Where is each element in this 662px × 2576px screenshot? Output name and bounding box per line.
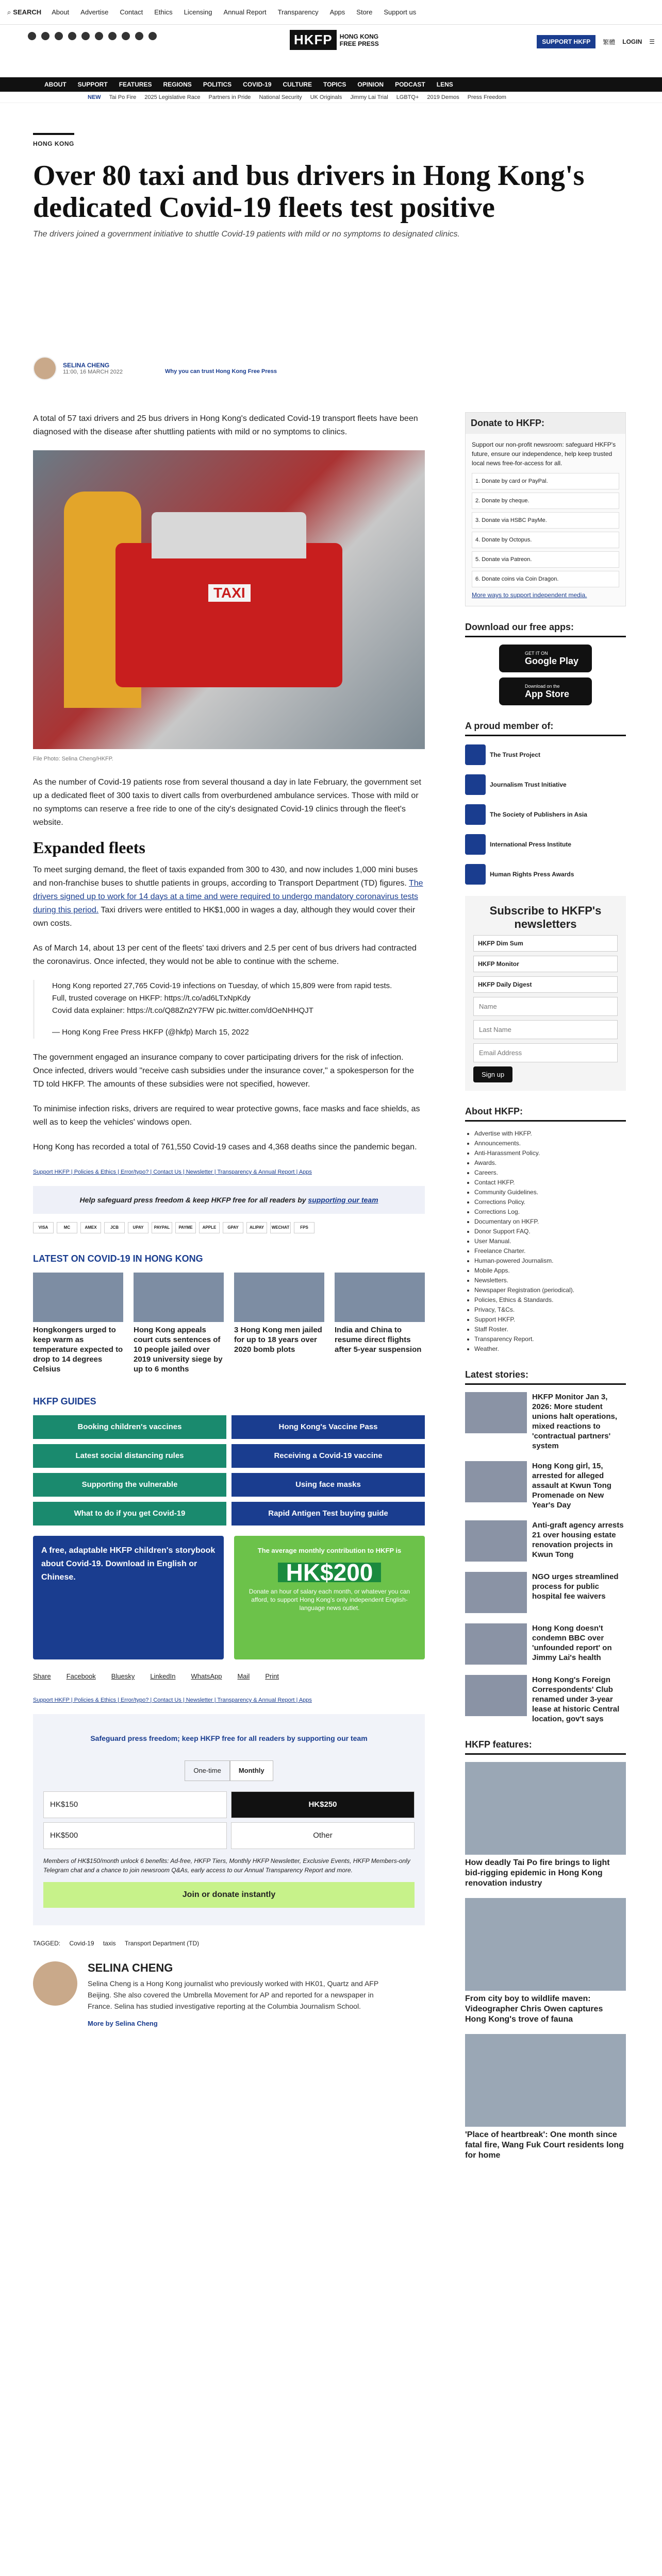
bluesky-icon[interactable] bbox=[108, 32, 117, 40]
related-story[interactable] bbox=[33, 1273, 123, 1374]
amex-icon: AMEX bbox=[80, 1222, 101, 1233]
related-title: LATEST ON COVID-19 IN HONG KONG bbox=[33, 1253, 203, 1264]
top-bar bbox=[0, 0, 662, 25]
promo-amount: HK$200 bbox=[278, 1563, 382, 1582]
logo-text-1: HONG KONG bbox=[339, 32, 379, 40]
apple-pay-icon: APPLE bbox=[199, 1222, 220, 1233]
inline-link[interactable]: The drivers signed up to work for 14 days at a time and were required to undergo mandatory coronavirus tests during this period. bbox=[33, 879, 423, 914]
tiktok-icon[interactable] bbox=[122, 32, 130, 40]
feature-title[interactable]: From city boy to wildlife maven: Videographer Chris Owen captures Hong Kong's trove of fauna bbox=[465, 1994, 603, 2024]
story-thumbnail[interactable] bbox=[234, 1273, 324, 1322]
subnav-item[interactable]: 2025 Legislative Race bbox=[144, 94, 201, 100]
guide-button[interactable]: What to do if you get Covid-19 bbox=[33, 1502, 226, 1526]
about-link[interactable]: • Corrections Log. bbox=[474, 1207, 626, 1217]
amount-option-selected[interactable]: HK$250 bbox=[231, 1791, 415, 1818]
photo-caption: File Photo: Selina Cheng/HKFP. bbox=[33, 756, 113, 762]
latest-story[interactable] bbox=[465, 1572, 626, 1613]
story-title[interactable]: NGO urges streamlined process for public hospital fee waivers bbox=[532, 1572, 619, 1601]
taxi-sign: TAXI bbox=[208, 584, 251, 602]
help-text: Help safeguard press freedom & keep HKFP free for all readers by bbox=[79, 1196, 308, 1204]
latest-story[interactable] bbox=[465, 1623, 626, 1665]
feature-image[interactable] bbox=[465, 2034, 626, 2127]
alipay-icon: ALIPAY bbox=[246, 1222, 267, 1233]
amount-option[interactable]: HK$500 bbox=[43, 1822, 227, 1849]
newsletter-option-name: HKFP Dim Sum bbox=[478, 940, 523, 947]
subnav-item[interactable]: National Security bbox=[259, 94, 302, 100]
about-link[interactable]: • Support HKFP. bbox=[474, 1315, 626, 1325]
paragraph-text: Taxi drivers were entitled to HK$1,000 in wages a day, although they would cover their own costs. bbox=[33, 906, 416, 928]
main-nav bbox=[0, 77, 662, 92]
more-by-author[interactable]: More by Selina Cheng bbox=[88, 2020, 158, 2027]
frequency-toggle bbox=[43, 1760, 415, 1781]
footer-links[interactable]: Support HKFP | Policies & Ethics | Error/typo? | Contact Us | Newsletter | Transparency & Annual Report | Apps bbox=[33, 1169, 312, 1175]
about-link[interactable]: • Community Guidelines. bbox=[474, 1188, 626, 1197]
about-link[interactable]: • Advertise with HKFP. bbox=[474, 1129, 626, 1139]
paragraph: A total of 57 taxi drivers and 25 bus drivers in Hong Kong's dedicated Covid-19 transport fleets have been diagnosed with the disease after shuttling patients with mild or no symptoms to clinics. bbox=[33, 414, 418, 436]
signup-button[interactable]: Sign up bbox=[473, 1066, 512, 1082]
newsletter-option-name: HKFP Monitor bbox=[478, 960, 519, 968]
storybook-promo[interactable]: A free, adaptable HKFP children's storybook about Covid-19. Download in English or Chinese. bbox=[33, 1536, 224, 1659]
fps-icon: FPS bbox=[294, 1222, 315, 1233]
mainnav-about[interactable]: ABOUT bbox=[44, 81, 67, 88]
nav-ethics[interactable]: Ethics bbox=[154, 8, 173, 16]
feature-story[interactable] bbox=[465, 2034, 626, 2161]
about-link[interactable]: • Donor Support FAQ. bbox=[474, 1227, 626, 1236]
support-head: Safeguard press freedom; keep HKFP free for all readers by supporting our team bbox=[90, 1734, 368, 1742]
menu-icon[interactable]: ☰ bbox=[649, 38, 655, 45]
mainnav-lens[interactable]: LENS bbox=[436, 81, 453, 88]
latest-title: Latest stories: bbox=[465, 1369, 626, 1385]
paragraph: As the number of Covid-19 patients rose from several thousand a day in late February, the government set up a dedicated fleet of 300 taxis to divert calls from overburdened ambulance services. Those with mild or no symptoms can reserve a free ride to one of the city's designated Covid-19 clinics through the fleet's website. bbox=[33, 778, 421, 827]
about-link[interactable]: • Human-powered Journalism. bbox=[474, 1256, 626, 1266]
guide-button[interactable]: Booking children's vaccines bbox=[33, 1415, 226, 1439]
features-title: HKFP features: bbox=[465, 1739, 626, 1755]
paragraph: Hong Kong has recorded a total of 761,550 Covid-19 cases and 4,368 deaths since the pandemic began. bbox=[33, 1143, 417, 1151]
site-logo[interactable] bbox=[290, 30, 379, 50]
story-title[interactable]: Hongkongers urged to keep warm as temperature expected to drop to 14 degrees Celsius bbox=[33, 1326, 123, 1374]
newsletter-option-name: HKFP Daily Digest bbox=[478, 981, 532, 988]
youtube-icon[interactable] bbox=[81, 32, 90, 40]
paragraph: To minimise infection risks, drivers are required to wear protective gowns, face masks and face shields, as well as to keep the vehicles' windows open. bbox=[33, 1105, 420, 1127]
facebook-icon[interactable] bbox=[28, 32, 36, 40]
app-store-small: Download on the bbox=[525, 683, 560, 689]
subnav-item[interactable]: UK Originals bbox=[310, 94, 342, 100]
guide-button[interactable]: Using face masks bbox=[231, 1473, 425, 1497]
apps-title: Download our free apps: bbox=[465, 622, 626, 637]
member-benefits: Members of HK$150/month unlock 6 benefits: Ad-free, HKFP Tiers, Monthly HKFP Newsletter, Exclusive Events, HKFP Members-only Telegram chat and a chance to join newsroom Q&As, early access to our Annual Transparency Report and more. bbox=[43, 1857, 410, 1874]
paypal-icon: PAYPAL bbox=[152, 1222, 172, 1233]
about-title: About HKFP: bbox=[465, 1106, 626, 1122]
story-title[interactable]: Hong Kong girl, 15, arrested for alleged assault at Kwun Tong Promenade on New Year's Day bbox=[532, 1462, 611, 1510]
article-body bbox=[33, 412, 425, 2030]
about-links bbox=[465, 1129, 626, 1354]
donate-widget bbox=[465, 412, 626, 606]
member-logo[interactable] bbox=[465, 743, 626, 766]
related-story[interactable] bbox=[234, 1273, 324, 1374]
guides-title: HKFP GUIDES bbox=[33, 1396, 96, 1406]
nav-advertise[interactable]: Advertise bbox=[80, 8, 109, 16]
tweet-attribution[interactable]: — Hong Kong Free Press HKFP (@hkfp) March 15, 2022 bbox=[52, 1028, 249, 1037]
feature-title[interactable]: How deadly Tai Po fire brings to light bid-rigging epidemic in Hong Kong renovation industry bbox=[465, 1858, 610, 1888]
author-bio: Selina Cheng is a Hong Kong journalist who previously worked with HK01, Quartz and AFP Beijing. She also covered the Umbrella Movement for AP and reported for a newspaper in France. Selina has studied investigative reporting at the Columbia Journalism School. bbox=[88, 1979, 378, 2010]
payment-logos bbox=[33, 1222, 425, 1233]
story-thumbnail[interactable] bbox=[465, 1461, 527, 1502]
about-link[interactable]: • Staff Roster. bbox=[474, 1325, 626, 1334]
logo-text bbox=[340, 33, 379, 47]
feature-story[interactable] bbox=[465, 1762, 626, 1889]
mainnav-topics[interactable]: TOPICS bbox=[323, 81, 346, 88]
member-name: Human Rights Press Awards bbox=[490, 871, 574, 878]
story-title[interactable]: Hong Kong doesn't condemn BBC over 'unfounded report' on Jimmy Lai's health bbox=[532, 1624, 612, 1662]
story-title[interactable]: India and China to resume direct flights after 5-year suspension bbox=[335, 1326, 422, 1354]
amount-option[interactable]: HK$150 bbox=[43, 1791, 227, 1818]
support-links[interactable]: Support HKFP | Policies & Ethics | Error/typo? | Contact Us | Newsletter | Transparency & Annual Report | Apps bbox=[33, 1697, 312, 1703]
hrpa-icon bbox=[465, 864, 486, 885]
nav-apps[interactable]: Apps bbox=[329, 8, 345, 16]
share-print[interactable]: Print bbox=[265, 1672, 279, 1680]
feature-story[interactable] bbox=[465, 1898, 626, 2025]
tweet-text: Hong Kong reported 27,765 Covid-19 infections on Tuesday, of which 15,809 were from rapid tests. bbox=[52, 981, 392, 990]
app-store-button[interactable] bbox=[499, 677, 592, 705]
unionpay-icon: UPAY bbox=[128, 1222, 148, 1233]
category-label[interactable]: HONG KONG bbox=[33, 133, 74, 147]
promo-text: Donate an hour of salary each month, or whatever you can afford, to support Hong Kong's only independent English-language news outlet. bbox=[249, 1588, 410, 1612]
linkedin-icon[interactable] bbox=[95, 32, 103, 40]
about-link[interactable]: • Transparency Report. bbox=[474, 1334, 626, 1344]
jcb-icon: JCB bbox=[104, 1222, 125, 1233]
about-link[interactable]: • Awards. bbox=[474, 1158, 626, 1168]
guide-button[interactable]: Receiving a Covid-19 vaccine bbox=[231, 1444, 425, 1468]
story-thumbnail[interactable] bbox=[335, 1273, 425, 1322]
support-hkfp-button[interactable]: SUPPORT HKFP bbox=[537, 35, 595, 48]
mainnav-opinion[interactable]: OPINION bbox=[357, 81, 384, 88]
member-logo[interactable] bbox=[465, 833, 626, 856]
payme-icon: PAYME bbox=[175, 1222, 196, 1233]
subnav-item[interactable]: Partners in Pride bbox=[208, 94, 251, 100]
about-link[interactable]: • Newspaper Registration (periodical). bbox=[474, 1285, 626, 1295]
about-link[interactable]: • Careers. bbox=[474, 1168, 626, 1178]
x-icon[interactable] bbox=[41, 32, 49, 40]
login-link[interactable]: LOGIN bbox=[622, 38, 642, 45]
donate-option[interactable]: 5. Donate via Patreon. bbox=[472, 551, 619, 568]
guide-button[interactable]: Supporting the vulnerable bbox=[33, 1473, 226, 1497]
guide-button[interactable]: Rapid Antigen Test buying guide bbox=[231, 1502, 425, 1526]
promo-cards bbox=[33, 1536, 425, 1659]
subnav-item[interactable]: Press Freedom bbox=[467, 94, 506, 100]
donate-options bbox=[472, 473, 619, 587]
author-box bbox=[33, 1961, 425, 2030]
member-logo[interactable] bbox=[465, 773, 626, 796]
share-bluesky[interactable]: Bluesky bbox=[111, 1672, 135, 1680]
share-whatsapp[interactable]: WhatsApp bbox=[191, 1672, 222, 1680]
nav-annual-report[interactable]: Annual Report bbox=[223, 8, 267, 16]
member-logo[interactable] bbox=[465, 863, 626, 886]
mastercard-icon: MC bbox=[57, 1222, 77, 1233]
publish-date: 11:00, 16 MARCH 2022 bbox=[63, 369, 123, 375]
story-thumbnail[interactable] bbox=[465, 1392, 527, 1433]
latest-story[interactable] bbox=[465, 1520, 626, 1562]
member-name: The Society of Publishers in Asia bbox=[490, 811, 587, 818]
about-link[interactable]: • Weather. bbox=[474, 1344, 626, 1354]
ipi-icon bbox=[465, 834, 486, 855]
member-logo[interactable] bbox=[465, 803, 626, 826]
latest-story[interactable] bbox=[465, 1461, 626, 1510]
sopa-icon bbox=[465, 804, 486, 825]
nav-licensing[interactable]: Licensing bbox=[184, 8, 212, 16]
embedded-tweet bbox=[33, 980, 425, 1039]
about-link[interactable]: • Contact HKFP. bbox=[474, 1178, 626, 1188]
about-link[interactable]: • Corrections Policy. bbox=[474, 1197, 626, 1207]
story-thumbnail[interactable] bbox=[33, 1273, 123, 1322]
trust-project-icon bbox=[465, 744, 486, 765]
tag[interactable]: taxis bbox=[103, 1940, 116, 1947]
about-link[interactable]: • Documentary on HKFP. bbox=[474, 1217, 626, 1227]
amount-options bbox=[43, 1791, 415, 1849]
paragraph-text: To meet surging demand, the fleet of taxis expanded from 300 to 430, and now includes 1,000 mini buses and non-franchise buses to shuttle patients in groups, according to Transport Department (TD) figures. bbox=[33, 866, 418, 888]
donate-option[interactable]: 2. Donate by cheque. bbox=[472, 493, 619, 509]
subnav-item[interactable]: 2019 Demos bbox=[427, 94, 459, 100]
share-facebook[interactable]: Facebook bbox=[66, 1672, 96, 1680]
page-title: Over 80 taxi and bus drivers in Hong Kong's dedicated Covid-19 fleets test positive bbox=[33, 160, 585, 224]
monthly-tab[interactable]: Monthly bbox=[230, 1760, 273, 1781]
tagged-label: TAGGED: bbox=[33, 1940, 61, 1947]
story-title[interactable]: Hong Kong appeals court cuts sentences of 10 people jailed over 2019 university siege by up to 6 months bbox=[134, 1326, 223, 1374]
donate-option[interactable]: 4. Donate by Octopus. bbox=[472, 532, 619, 548]
nav-about[interactable]: About bbox=[52, 8, 70, 16]
help-banner bbox=[33, 1186, 425, 1214]
wechat-pay-icon: WECHAT bbox=[270, 1222, 291, 1233]
top-right bbox=[537, 35, 655, 48]
rss-icon[interactable] bbox=[148, 32, 157, 40]
article-header bbox=[33, 133, 626, 239]
tag[interactable]: Transport Department (TD) bbox=[124, 1940, 200, 1947]
paragraph bbox=[33, 863, 425, 930]
donation-promo[interactable] bbox=[234, 1536, 425, 1659]
mainnav-support[interactable]: SUPPORT bbox=[77, 81, 108, 88]
feature-image[interactable] bbox=[465, 1762, 626, 1855]
article-photo bbox=[33, 450, 425, 749]
tags bbox=[33, 1937, 425, 1950]
author-name[interactable]: SELINA CHENG bbox=[63, 362, 110, 369]
one-time-tab[interactable]: One-time bbox=[185, 1760, 229, 1781]
donate-body bbox=[466, 434, 625, 606]
google-play-label: Google Play bbox=[525, 655, 579, 666]
logo-mark: HKFP bbox=[290, 30, 337, 50]
logo-text-2: FREE PRESS bbox=[339, 40, 379, 47]
about-link[interactable]: • Policies, Ethics & Standards. bbox=[474, 1295, 626, 1305]
support-team-link[interactable]: supporting our team bbox=[308, 1196, 378, 1204]
subnav-item[interactable]: LGBTQ+ bbox=[396, 94, 419, 100]
newsletter-option[interactable] bbox=[473, 956, 618, 972]
donate-option[interactable]: 3. Donate via HSBC PayMe. bbox=[472, 512, 619, 529]
photo-taxi bbox=[115, 543, 342, 687]
social-icons bbox=[28, 32, 157, 40]
mainnav-culture[interactable]: CULTURE bbox=[283, 81, 312, 88]
search-label[interactable]: SEARCH bbox=[13, 8, 42, 16]
subnav-item[interactable]: Jimmy Lai Trial bbox=[350, 94, 388, 100]
related-story[interactable] bbox=[134, 1273, 224, 1374]
related-stories bbox=[33, 1273, 425, 1374]
byline bbox=[33, 357, 123, 380]
threads-icon[interactable] bbox=[68, 32, 76, 40]
sub-nav bbox=[0, 92, 662, 103]
story-title[interactable]: 3 Hong Kong men jailed for up to 18 years over 2020 bomb plots bbox=[234, 1326, 322, 1354]
mainnav-regions[interactable]: REGIONS bbox=[163, 81, 192, 88]
member-title: A proud member of: bbox=[465, 721, 626, 736]
about-link[interactable]: • Newsletters. bbox=[474, 1276, 626, 1285]
paragraph: As of March 14, about 13 per cent of the fleets' taxi drivers and 2.5 per cent of bus drivers had contracted the coronavirus. Once infected, they would not be able to continue with the scheme. bbox=[33, 944, 417, 966]
google-play-button[interactable] bbox=[499, 645, 592, 672]
name-field[interactable]: Name bbox=[473, 997, 618, 1016]
nav-contact[interactable]: Contact bbox=[120, 8, 143, 16]
member-name: International Press Institute bbox=[490, 841, 572, 848]
newsletter-option[interactable] bbox=[473, 935, 618, 952]
newsletter-title: Subscribe to HKFP's newsletters bbox=[489, 904, 602, 930]
about-link[interactable]: • Anti-Harassment Policy. bbox=[474, 1148, 626, 1158]
share-label: Share bbox=[33, 1672, 51, 1680]
nav-transparency[interactable]: Transparency bbox=[277, 8, 319, 16]
join-button[interactable]: Join or donate instantly bbox=[43, 1882, 415, 1908]
amount-option[interactable]: Other bbox=[231, 1822, 415, 1849]
google-pay-icon: GPAY bbox=[223, 1222, 243, 1233]
new-badge: NEW bbox=[88, 94, 101, 100]
guides-grid bbox=[33, 1415, 425, 1526]
sidebar bbox=[465, 412, 626, 2170]
mainnav-politics[interactable]: POLITICS bbox=[203, 81, 232, 88]
about-link[interactable]: • User Manual. bbox=[474, 1236, 626, 1246]
subnav-item[interactable]: Tai Po Fire bbox=[109, 94, 137, 100]
newsletter-option[interactable] bbox=[473, 976, 618, 993]
promo-heading: The average monthly contribution to HKFP is bbox=[257, 1547, 402, 1554]
guide-button[interactable]: Latest social distancing rules bbox=[33, 1444, 226, 1468]
tweet-link[interactable]: Covid data explainer: https://t.co/Q88Zn2Y7FW pic.twitter.com/dOeNHHQJT bbox=[52, 1006, 313, 1015]
visa-icon: VISA bbox=[33, 1222, 54, 1233]
avatar[interactable] bbox=[33, 357, 57, 380]
story-thumbnail[interactable] bbox=[465, 1623, 527, 1665]
share-linkedin[interactable]: LinkedIn bbox=[150, 1672, 176, 1680]
tweet-link[interactable]: Full, trusted coverage on HKFP: https://t.co/ad6LTxNpKdy bbox=[52, 994, 251, 1003]
nav-store[interactable]: Store bbox=[356, 8, 373, 16]
app-store-label: App Store bbox=[525, 688, 570, 699]
paragraph: The government engaged an insurance company to cover participating drivers for the risk of infection. Once infected, drivers would "receive cash subsidies under the insurance cover," a spokesperson for the TD told HKFP. The amounts of these subsidies were not specified, however. bbox=[33, 1053, 414, 1089]
story-thumbnail[interactable] bbox=[465, 1520, 527, 1562]
author-box-name[interactable]: SELINA CHENG bbox=[88, 1961, 173, 1974]
support-box bbox=[33, 1714, 425, 1925]
standfirst: The drivers joined a government initiative to shuttle Covid-19 patients with mild or no symptoms to designated clinics. bbox=[33, 230, 460, 239]
why-trust-link[interactable]: Why you can trust Hong Kong Free Press bbox=[165, 368, 277, 375]
author-avatar[interactable] bbox=[33, 1961, 77, 2006]
mainnav-features[interactable]: FEATURES bbox=[119, 81, 152, 88]
newsletter-widget bbox=[465, 896, 626, 1091]
donate-title: Donate to HKFP: bbox=[466, 413, 625, 434]
member-name: Journalism Trust Initiative bbox=[490, 781, 567, 788]
about-link[interactable]: • Mobile Apps. bbox=[474, 1266, 626, 1276]
jti-icon bbox=[465, 774, 486, 795]
guide-button[interactable]: Hong Kong's Vaccine Pass bbox=[231, 1415, 425, 1439]
instagram-icon[interactable] bbox=[55, 32, 63, 40]
top-nav bbox=[52, 8, 416, 16]
story-title[interactable]: Anti-graft agency arrests 21 over housing estate renovation projects in Kwun Tong bbox=[532, 1521, 624, 1559]
donate-option[interactable]: 6. Donate coins via Coin Dragon. bbox=[472, 571, 619, 587]
member-name: The Trust Project bbox=[490, 751, 541, 758]
mainnav-covid[interactable]: COVID-19 bbox=[243, 81, 272, 88]
mainnav-podcast[interactable]: PODCAST bbox=[395, 81, 425, 88]
google-play-small: GET IT ON bbox=[525, 650, 548, 656]
feature-title[interactable]: 'Place of heartbreak': One month since fatal fire, Wang Fuk Court residents long for home bbox=[465, 2130, 624, 2160]
story-thumbnail[interactable] bbox=[465, 1572, 527, 1613]
donate-option[interactable]: 1. Donate by card or PayPal. bbox=[472, 473, 619, 489]
about-link[interactable]: • Announcements. bbox=[474, 1139, 626, 1148]
section-heading: Expanded fleets bbox=[33, 838, 145, 857]
tag[interactable]: Covid-19 bbox=[69, 1940, 94, 1947]
more-ways-link[interactable]: More ways to support independent media. bbox=[472, 591, 587, 599]
search-icon[interactable]: ⌕ bbox=[7, 8, 11, 16]
latest-story[interactable] bbox=[465, 1675, 626, 1724]
about-link[interactable]: • Freelance Charter. bbox=[474, 1246, 626, 1256]
nav-support-us[interactable]: Support us bbox=[384, 8, 417, 16]
share-bar bbox=[33, 1670, 425, 1683]
latest-stories bbox=[465, 1392, 626, 1724]
story-title[interactable]: Hong Kong's Foreign Correspondents' Club renamed under 3-year lease at historic Central location, gov't says bbox=[532, 1675, 620, 1723]
telegram-icon[interactable] bbox=[135, 32, 143, 40]
latest-story[interactable] bbox=[465, 1392, 626, 1451]
about-link[interactable]: • Privacy, T&Cs. bbox=[474, 1305, 626, 1315]
last-name-field[interactable]: Last Name bbox=[473, 1020, 618, 1039]
story-thumbnail[interactable] bbox=[134, 1273, 224, 1322]
language-toggle[interactable]: 繁體 bbox=[603, 38, 616, 46]
story-title[interactable]: HKFP Monitor Jan 3, 2026: More student unions halt operations, mixed reactions to 'contractual partners' system bbox=[532, 1393, 618, 1450]
related-story[interactable] bbox=[335, 1273, 425, 1374]
email-field[interactable]: Email Address bbox=[473, 1043, 618, 1062]
story-thumbnail[interactable] bbox=[465, 1675, 527, 1716]
feature-image[interactable] bbox=[465, 1898, 626, 1991]
donate-text: Support our non-profit newsroom: safeguard HKFP's future, ensure our independence, help keep trusted local news free-for-access for all. bbox=[472, 441, 616, 467]
share-mail[interactable]: Mail bbox=[237, 1672, 250, 1680]
